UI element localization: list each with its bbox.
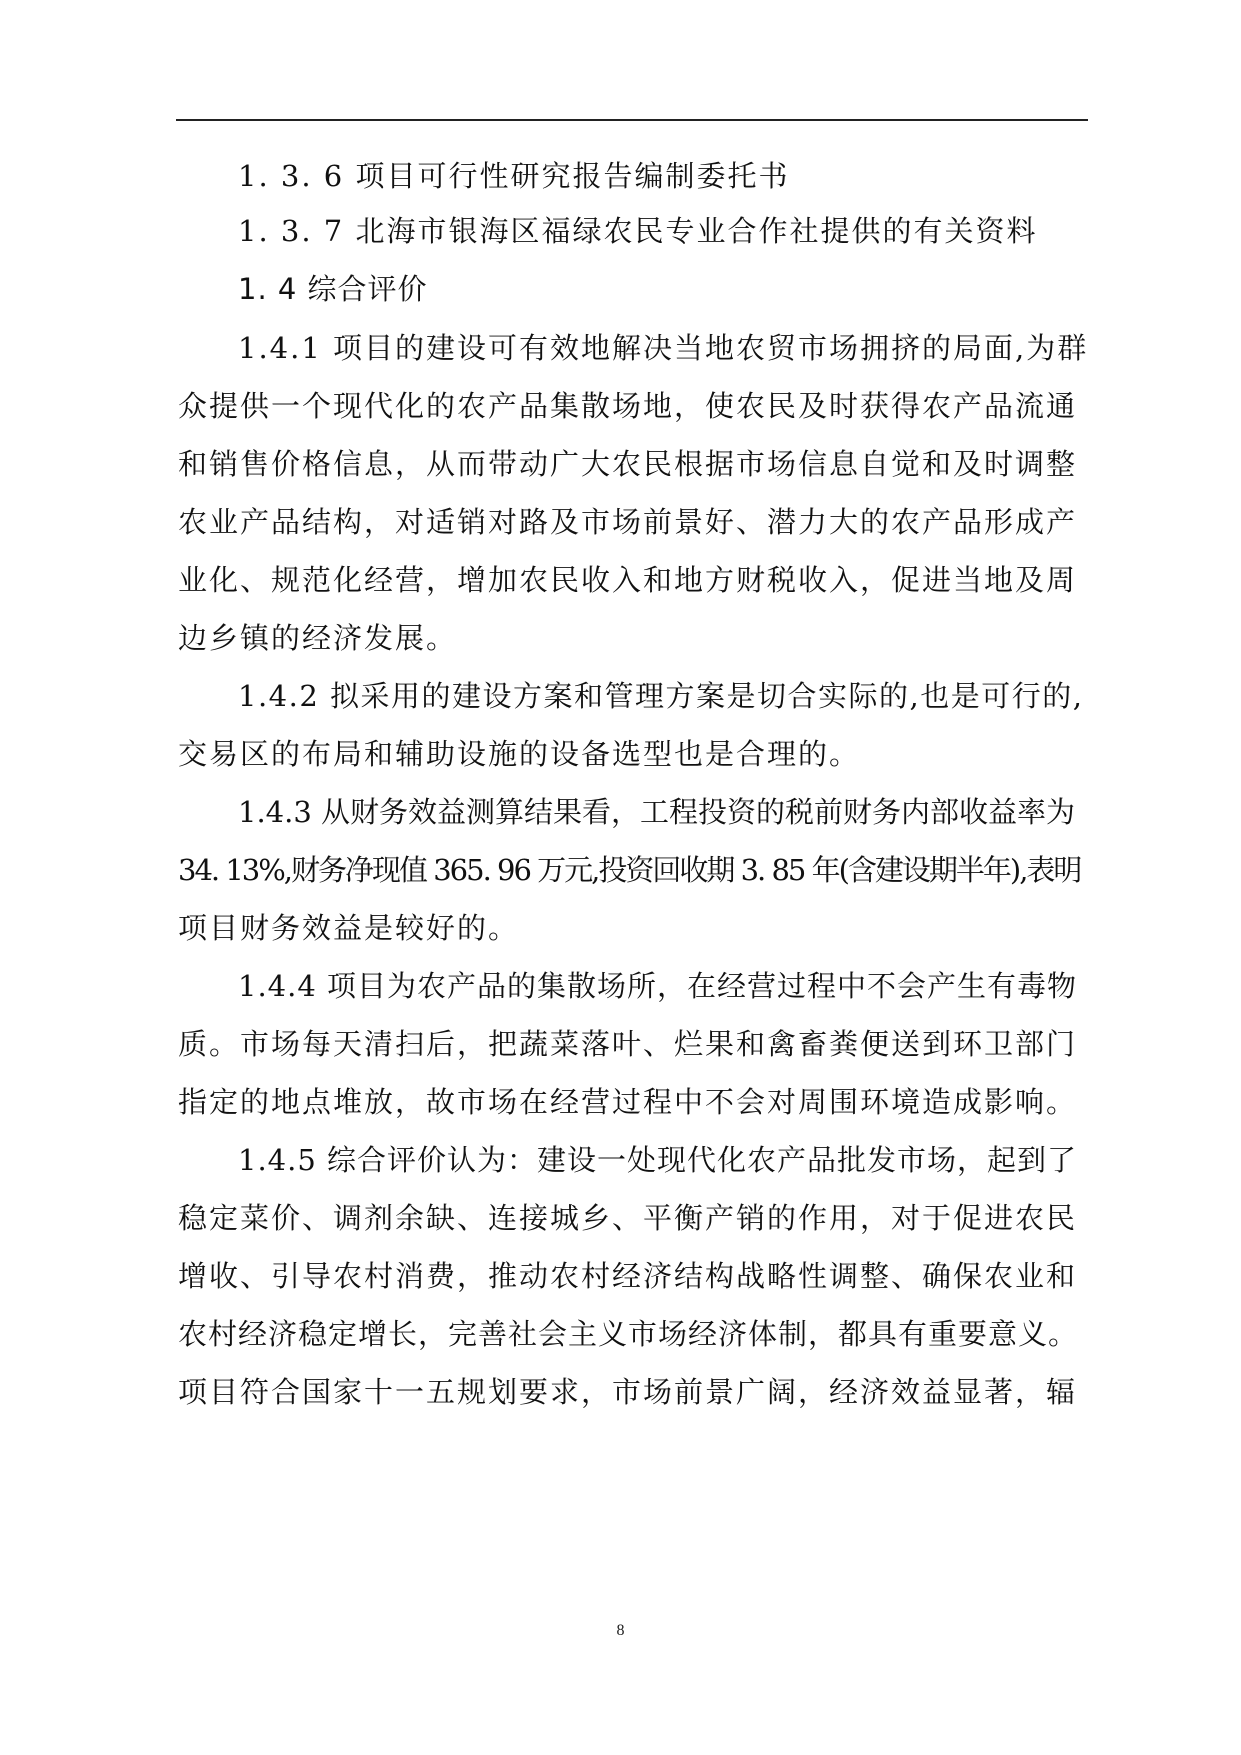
paragraph-1-4-3-line-3: 项目财务效益是较好的。 [178, 911, 520, 945]
header-rule [176, 119, 1088, 121]
section-heading-1-4: 1. 4 综合评价 [238, 272, 428, 306]
paragraph-1-4-1-line-1: 1.4.1 项目的建设可有效地解决当地农贸市场拥挤的局面,为群 [238, 331, 1089, 365]
paragraph-1-4-4-line-2: 质。市场每天清扫后，把蔬菜落叶、烂果和禽畜粪便送到环卫部门 [178, 1027, 1078, 1061]
paragraph-1-4-1-line-4: 农业产品结构，对适销对路及市场前景好、潜力大的农产品形成产 [178, 505, 1078, 539]
paragraph-1-4-2-line-1: 1.4.2 拟采用的建设方案和管理方案是切合实际的,也是可行的, [238, 679, 1084, 713]
paragraph-1-4-5-line-5: 项目符合国家十一五规划要求，市场前景广阔，经济效益显著，辐 [178, 1375, 1078, 1409]
paragraph-1-4-2-line-2: 交易区的布局和辅助设施的设备选型也是合理的。 [178, 737, 861, 771]
paragraph-1-4-3-line-2: 34. 13%,财务净现值 365. 96 万元,投资回收期 3. 85 年(含建设期半年),表明 [178, 853, 1081, 887]
paragraph-1-4-5-line-4: 农村经济稳定增长，完善社会主义市场经济体制，都具有重要意义。 [178, 1317, 1079, 1351]
paragraph-1-4-4-line-3: 指定的地点堆放，故市场在经营过程中不会对周围环境造成影响。 [178, 1085, 1078, 1119]
page-number: 8 [616, 1622, 625, 1639]
paragraph-1-4-5-line-2: 稳定菜价、调剂余缺、连接城乡、平衡产销的作用，对于促进农民 [178, 1201, 1078, 1235]
paragraph-1-4-5-line-3: 增收、引导农村消费，推动农村经济结构战略性调整、确保农业和 [178, 1259, 1078, 1293]
list-item-1-3-7: 1. 3. 7 北海市银海区福绿农民专业合作社提供的有关资料 [238, 214, 1038, 248]
paragraph-1-4-3-line-1: 1.4.3 从财务效益测算结果看，工程投资的税前财务内部收益率为 [238, 795, 1076, 829]
paragraph-1-4-5-line-1: 1.4.5 综合评价认为：建设一处现代化农产品批发市场，起到了 [238, 1143, 1078, 1177]
paragraph-1-4-4-line-1: 1.4.4 项目为农产品的集散场所，在经营过程中不会产生有毒物 [238, 969, 1078, 1003]
paragraph-1-4-1-line-2: 众提供一个现代化的农产品集散场地，使农民及时获得农产品流通 [178, 389, 1078, 423]
paragraph-1-4-1-line-5: 业化、规范化经营，增加农民收入和地方财税收入，促进当地及周 [178, 563, 1078, 597]
paragraph-1-4-1-line-6: 边乡镇的经济发展。 [178, 621, 458, 655]
list-item-1-3-6: 1. 3. 6 项目可行性研究报告编制委托书 [238, 159, 790, 193]
paragraph-1-4-1-line-3: 和销售价格信息，从而带动广大农民根据市场信息自觉和及时调整 [178, 447, 1078, 481]
